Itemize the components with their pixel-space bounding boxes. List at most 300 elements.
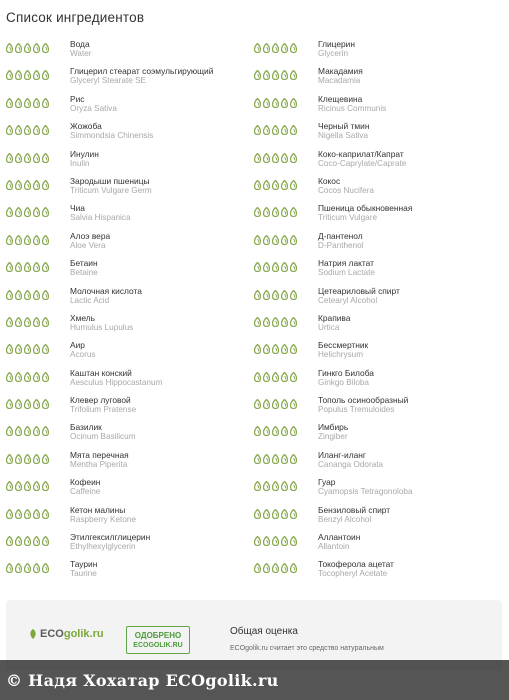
ingredient-name-ru: Аир xyxy=(70,340,85,351)
leaf-drop-icon xyxy=(24,235,31,245)
ingredient-name-latin: Populus Tremuloides xyxy=(318,405,395,415)
ingredient-names xyxy=(70,203,131,223)
leaf-drop-icon xyxy=(263,344,270,354)
leaf-drop-icon xyxy=(15,317,22,327)
leaf-drop-icon xyxy=(290,563,297,573)
leaf-drop-icon xyxy=(24,399,31,409)
ingredient-rating xyxy=(254,536,297,546)
leaf-drop-icon xyxy=(24,262,31,272)
ingredient-row[interactable] xyxy=(254,421,504,448)
leaf-drop-icon xyxy=(6,372,13,382)
ingredient-name-ru: Имбирь xyxy=(318,422,349,433)
leaf-drop-icon xyxy=(263,43,270,53)
ingredient-name-latin: Betaine xyxy=(70,268,98,278)
ingredient-rating xyxy=(6,426,49,436)
ingredient-name-latin: Nigella Sativa xyxy=(318,131,369,141)
leaf-drop-icon xyxy=(15,563,22,573)
leaf-drop-icon xyxy=(6,235,13,245)
ingredient-names xyxy=(318,66,363,86)
ingredient-name-latin: Coco-Caprylate/Caprate xyxy=(318,158,407,168)
leaf-drop-icon xyxy=(263,153,270,163)
ingredient-names xyxy=(318,395,408,415)
ingredient-name-latin: Macadamia xyxy=(318,76,361,86)
leaf-drop-icon xyxy=(290,317,297,327)
ingredient-row[interactable] xyxy=(6,38,256,65)
leaf-drop-icon xyxy=(254,98,261,108)
ingredient-names xyxy=(70,149,99,169)
ingredient-names xyxy=(318,286,400,306)
leaf-drop-icon xyxy=(15,262,22,272)
ingredient-row[interactable] xyxy=(254,65,504,92)
leaf-drop-icon xyxy=(42,509,49,519)
ingredient-row[interactable] xyxy=(254,148,504,175)
leaf-drop-icon xyxy=(263,454,270,464)
ingredient-names xyxy=(318,368,374,388)
leaf-drop-icon xyxy=(24,290,31,300)
ingredient-name-ru: Токоферола ацетат xyxy=(318,559,394,570)
leaf-drop-icon xyxy=(6,125,13,135)
ingredient-row[interactable] xyxy=(6,230,256,257)
ingredient-row[interactable] xyxy=(254,558,504,585)
leaf-drop-icon xyxy=(24,153,31,163)
leaf-drop-icon xyxy=(42,70,49,80)
logo-text: ECOgolik.ru xyxy=(40,628,104,640)
leaf-drop-icon xyxy=(254,153,261,163)
ingredient-rating xyxy=(6,207,49,217)
leaf-drop-icon xyxy=(272,235,279,245)
leaf-drop-icon xyxy=(42,563,49,573)
ingredient-row[interactable] xyxy=(254,394,504,421)
leaf-drop-icon xyxy=(254,344,261,354)
ingredient-name-ru: Макадамия xyxy=(318,66,363,77)
ingredient-row[interactable] xyxy=(254,504,504,531)
leaf-drop-icon xyxy=(42,262,49,272)
ecogolik-logo[interactable] xyxy=(28,628,104,640)
leaf-drop-icon xyxy=(263,481,270,491)
ingredient-name-ru: Цетеариловый спирт xyxy=(318,285,400,296)
leaf-drop-icon xyxy=(272,180,279,190)
leaf-drop-icon xyxy=(33,290,40,300)
ingredient-names xyxy=(318,149,406,169)
leaf-drop-icon xyxy=(15,399,22,409)
ingredient-rating xyxy=(254,153,297,163)
ingredient-name-latin: Oryza Sativa xyxy=(70,103,117,113)
leaf-drop-icon xyxy=(272,454,279,464)
ingredient-name-latin: Cananga Odorata xyxy=(318,459,384,469)
approved-badge-line2: ECOGOLIK.RU xyxy=(133,642,183,649)
ingredient-name-ru: Пшеница обыкновенная xyxy=(318,203,413,214)
leaf-drop-icon xyxy=(15,235,22,245)
ingredient-rating xyxy=(6,317,49,327)
ingredient-row[interactable] xyxy=(254,449,504,476)
ingredient-name-latin: Glyceryl Stearate SE xyxy=(70,76,146,86)
leaf-drop-icon xyxy=(272,536,279,546)
ingredient-names xyxy=(70,340,95,360)
ingredient-row[interactable] xyxy=(254,175,504,202)
leaf-drop-icon xyxy=(6,98,13,108)
ingredient-rating xyxy=(6,43,49,53)
ingredient-rating xyxy=(254,180,297,190)
ingredient-rating xyxy=(6,344,49,354)
leaf-drop-icon xyxy=(24,125,31,135)
ingredient-row[interactable] xyxy=(6,120,256,147)
ingredient-names xyxy=(318,477,413,497)
leaf-drop-icon xyxy=(290,536,297,546)
overall-rating-description: ECOgolik.ru считает это средство натуральным xyxy=(230,645,384,652)
ingredient-names xyxy=(318,94,386,114)
leaf-drop-icon xyxy=(290,98,297,108)
ingredient-name-latin: Acorus xyxy=(70,350,96,360)
leaf-drop-icon xyxy=(15,125,22,135)
ingredient-row[interactable] xyxy=(6,367,256,394)
leaf-drop-icon xyxy=(263,235,270,245)
leaf-drop-icon xyxy=(42,180,49,190)
leaf-drop-icon xyxy=(290,290,297,300)
leaf-drop-icon xyxy=(290,262,297,272)
leaf-drop-icon xyxy=(263,426,270,436)
leaf-drop-icon xyxy=(33,426,40,436)
ingredient-name-ru: Клевер луговой xyxy=(70,395,131,406)
ingredient-name-latin: Salvia Hispanica xyxy=(70,213,131,223)
leaf-drop-icon xyxy=(33,235,40,245)
ingredient-name-ru: Мята перечная xyxy=(70,449,129,460)
leaf-drop-icon xyxy=(290,481,297,491)
ingredient-row[interactable] xyxy=(254,312,504,339)
leaf-drop-icon xyxy=(33,153,40,163)
leaf-drop-icon xyxy=(281,290,288,300)
ingredient-row[interactable] xyxy=(6,449,256,476)
leaf-drop-icon xyxy=(6,290,13,300)
ingredient-names xyxy=(318,505,390,525)
leaf-drop-icon xyxy=(290,43,297,53)
ingredient-name-latin: Helichrysum xyxy=(318,350,364,360)
ingredient-rating xyxy=(6,235,49,245)
leaf-drop-icon xyxy=(42,98,49,108)
ingredient-name-latin: Trifolium Pratense xyxy=(70,405,137,415)
ingredient-names xyxy=(70,39,92,59)
leaf-drop-icon xyxy=(290,372,297,382)
overall-rating-label: Общая оценка xyxy=(230,626,298,637)
ingredient-row[interactable] xyxy=(6,558,256,585)
leaf-drop-icon xyxy=(281,153,288,163)
leaf-drop-icon xyxy=(272,125,279,135)
ingredient-name-ru: Вода xyxy=(70,39,90,49)
ingredient-names xyxy=(70,94,117,114)
leaf-drop-icon xyxy=(272,481,279,491)
ingredient-name-ru: Жожоба xyxy=(70,121,102,132)
leaf-drop-icon xyxy=(33,180,40,190)
ingredient-row[interactable] xyxy=(6,93,256,120)
leaf-drop-icon xyxy=(33,481,40,491)
leaf-drop-icon xyxy=(15,290,22,300)
leaf-drop-icon xyxy=(42,426,49,436)
ingredient-row[interactable] xyxy=(254,230,504,257)
leaf-drop-icon xyxy=(6,563,13,573)
ingredient-name-ru: Чиа xyxy=(70,203,85,214)
leaf-drop-icon xyxy=(6,153,13,163)
leaf-drop-icon xyxy=(33,536,40,546)
ingredient-row[interactable] xyxy=(254,367,504,394)
ingredient-rating xyxy=(254,262,297,272)
ingredient-rating xyxy=(6,262,49,272)
leaf-drop-icon xyxy=(42,454,49,464)
leaf-drop-icon xyxy=(6,344,13,354)
leaf-drop-icon xyxy=(272,70,279,80)
ingredient-names xyxy=(70,231,110,251)
ingredient-name-ru: Натрия лактат xyxy=(318,258,374,269)
ingredient-name-ru: Бессмертник xyxy=(318,340,369,351)
ingredient-names xyxy=(70,395,136,415)
ingredient-name-latin: Tocopheryl Acetate xyxy=(318,569,388,579)
ingredient-rating xyxy=(6,180,49,190)
leaf-drop-icon xyxy=(263,317,270,327)
ingredient-row[interactable] xyxy=(6,312,256,339)
leaf-drop-icon xyxy=(281,98,288,108)
ingredient-name-latin: Sodium Lactate xyxy=(318,268,375,278)
ingredient-row[interactable] xyxy=(6,339,256,366)
leaf-drop-icon xyxy=(281,317,288,327)
leaf-drop-icon xyxy=(42,399,49,409)
leaf-drop-icon xyxy=(263,399,270,409)
leaf-drop-icon xyxy=(42,372,49,382)
leaf-drop-icon xyxy=(281,536,288,546)
ingredient-row[interactable] xyxy=(6,202,256,229)
leaf-drop-icon xyxy=(290,207,297,217)
leaf-drop-icon xyxy=(281,43,288,53)
ingredient-name-ru: Клещевина xyxy=(318,93,363,104)
leaf-drop-icon xyxy=(254,399,261,409)
leaf-drop-icon xyxy=(272,372,279,382)
leaf-drop-icon xyxy=(281,399,288,409)
ingredient-row[interactable] xyxy=(6,175,256,202)
leaf-drop-icon xyxy=(24,207,31,217)
ingredient-names xyxy=(318,559,394,579)
leaf-drop-icon xyxy=(42,153,49,163)
leaf-drop-icon xyxy=(254,125,261,135)
leaf-drop-icon xyxy=(290,125,297,135)
leaf-drop-icon xyxy=(24,563,31,573)
leaf-drop-icon xyxy=(6,317,13,327)
ingredient-names xyxy=(318,313,350,333)
ingredient-name-ru: Каштан конский xyxy=(70,367,132,378)
ingredient-name-latin: Taurine xyxy=(70,569,97,579)
ingredient-rating xyxy=(6,290,49,300)
leaf-drop-icon xyxy=(24,344,31,354)
ingredient-rating xyxy=(6,98,49,108)
ingredient-names xyxy=(70,66,213,86)
ingredient-rating xyxy=(254,399,297,409)
ingredient-name-latin: Caffeine xyxy=(70,487,101,497)
ingredient-rating xyxy=(254,207,297,217)
leaf-drop-icon xyxy=(42,207,49,217)
leaf-drop-icon xyxy=(281,481,288,491)
leaf-drop-icon xyxy=(24,98,31,108)
ingredient-names xyxy=(318,231,364,251)
ingredient-name-latin: Glycerin xyxy=(318,49,349,58)
watermark-bar xyxy=(0,660,509,700)
ingredient-names xyxy=(70,505,136,525)
leaf-drop-icon xyxy=(33,262,40,272)
ingredient-names xyxy=(318,532,360,552)
ingredient-name-ru: Кетон малины xyxy=(70,504,126,515)
ingredient-names xyxy=(70,559,97,579)
leaf-drop-icon xyxy=(272,563,279,573)
leaf-drop-icon xyxy=(42,290,49,300)
ingredient-names xyxy=(318,176,374,196)
leaf-drop-icon xyxy=(24,180,31,190)
ingredient-name-ru: Бензиловый спирт xyxy=(318,504,391,515)
ingredient-row[interactable] xyxy=(6,504,256,531)
ingredient-names xyxy=(70,422,136,442)
leaf-drop-icon xyxy=(290,399,297,409)
leaf-drop-icon xyxy=(281,509,288,519)
ingredients-right-column xyxy=(254,38,504,586)
ingredient-name-ru: Зародыши пшеницы xyxy=(70,175,150,186)
leaf-drop-icon xyxy=(254,317,261,327)
ingredient-names xyxy=(70,121,153,141)
ingredient-rating xyxy=(254,454,297,464)
leaf-drop-icon xyxy=(254,372,261,382)
ingredient-name-latin: Triticum Vulgare Germ xyxy=(70,185,152,195)
ingredient-name-latin: Zingiber xyxy=(318,432,348,442)
ingredient-row[interactable] xyxy=(6,476,256,503)
leaf-drop-icon xyxy=(272,207,279,217)
leaf-drop-icon xyxy=(15,153,22,163)
ingredient-name-latin: Urtica xyxy=(318,322,340,332)
leaf-drop-icon xyxy=(42,317,49,327)
leaf-drop-icon xyxy=(6,180,13,190)
leaf-drop-icon xyxy=(272,426,279,436)
leaf-drop-icon xyxy=(290,454,297,464)
ingredient-name-latin: Humulus Lupulus xyxy=(70,322,134,332)
ingredient-names xyxy=(318,121,369,141)
ingredient-name-latin: Cyamopsis Tetragonoloba xyxy=(318,487,413,497)
leaf-drop-icon xyxy=(281,344,288,354)
leaf-drop-icon xyxy=(15,43,22,53)
ingredient-name-latin: D-Panthenol xyxy=(318,240,364,250)
leaf-drop-icon xyxy=(281,563,288,573)
ingredient-name-latin: Aloe Vera xyxy=(70,240,106,250)
leaf-drop-icon xyxy=(42,43,49,53)
leaf-drop-icon xyxy=(272,98,279,108)
ingredient-names xyxy=(70,477,100,497)
leaf-drop-icon xyxy=(33,317,40,327)
ingredient-row[interactable] xyxy=(6,421,256,448)
leaf-drop-icon xyxy=(33,399,40,409)
ingredient-name-ru: Д-пантенол xyxy=(318,230,363,241)
leaf-drop-icon xyxy=(281,372,288,382)
leaf-drop-icon xyxy=(254,43,261,53)
leaf-drop-icon xyxy=(24,509,31,519)
leaf-drop-icon xyxy=(15,98,22,108)
ingredient-row[interactable] xyxy=(254,339,504,366)
ingredient-name-ru: Гинкго Билоба xyxy=(318,367,374,378)
leaf-drop-icon xyxy=(33,372,40,382)
ingredient-row[interactable] xyxy=(254,120,504,147)
leaf-drop-icon xyxy=(6,399,13,409)
ingredient-rating xyxy=(254,426,297,436)
leaf-drop-icon xyxy=(290,153,297,163)
ingredient-row[interactable] xyxy=(6,394,256,421)
leaf-drop-icon xyxy=(263,207,270,217)
leaf-logo-icon xyxy=(28,628,38,640)
leaf-drop-icon xyxy=(290,426,297,436)
leaf-drop-icon xyxy=(290,509,297,519)
ingredient-row[interactable] xyxy=(6,531,256,558)
leaf-drop-icon xyxy=(33,125,40,135)
ingredient-row[interactable] xyxy=(254,476,504,503)
leaf-drop-icon xyxy=(15,426,22,436)
leaf-drop-icon xyxy=(33,563,40,573)
ingredient-name-ru: Крапива xyxy=(318,312,351,323)
leaf-drop-icon xyxy=(42,344,49,354)
ingredient-rating xyxy=(6,481,49,491)
leaf-drop-icon xyxy=(15,70,22,80)
ingredient-row[interactable] xyxy=(6,257,256,284)
ingredient-names xyxy=(318,450,383,470)
ingredient-name-ru: Рис xyxy=(70,93,85,104)
ingredient-name-ru: Черный тмин xyxy=(318,121,370,132)
leaf-drop-icon xyxy=(263,563,270,573)
ingredient-row[interactable] xyxy=(6,65,256,92)
leaf-drop-icon xyxy=(6,536,13,546)
ingredient-row[interactable] xyxy=(254,93,504,120)
ingredient-row[interactable] xyxy=(6,285,256,312)
ingredient-name-ru: Глицерин xyxy=(318,39,355,49)
ingredient-rating xyxy=(254,509,297,519)
ingredient-row[interactable] xyxy=(6,148,256,175)
leaf-drop-icon xyxy=(272,153,279,163)
leaf-drop-icon xyxy=(33,454,40,464)
ingredient-rating xyxy=(254,290,297,300)
ingredient-row[interactable] xyxy=(254,202,504,229)
ingredient-row[interactable] xyxy=(254,285,504,312)
ingredient-name-ru: Кокос xyxy=(318,175,341,186)
ingredient-names xyxy=(70,368,162,388)
ingredient-rating xyxy=(6,372,49,382)
ingredient-name-ru: Молочная кислота xyxy=(70,285,142,296)
leaf-drop-icon xyxy=(42,481,49,491)
ingredient-rating xyxy=(6,399,49,409)
ingredient-name-ru: Гуар xyxy=(318,477,336,488)
ingredient-name-latin: Simmondsia Chinensis xyxy=(70,131,154,141)
ingredient-names xyxy=(70,176,152,196)
leaf-drop-icon xyxy=(254,70,261,80)
leaf-drop-icon xyxy=(254,235,261,245)
ingredient-name-latin: Ricinus Communis xyxy=(318,103,387,113)
leaf-drop-icon xyxy=(42,235,49,245)
ingredient-row[interactable] xyxy=(254,531,504,558)
ingredient-row[interactable] xyxy=(254,38,504,65)
leaf-drop-icon xyxy=(254,536,261,546)
ingredient-name-ru: Этилгексилглицерин xyxy=(70,532,151,543)
leaf-drop-icon xyxy=(263,372,270,382)
ingredient-name-latin: Ginkgo Biloba xyxy=(318,377,369,387)
ingredient-name-latin: Aesculus Hippocastanum xyxy=(70,377,163,387)
leaf-drop-icon xyxy=(290,70,297,80)
ingredient-name-latin: Mentha Piperita xyxy=(70,459,128,469)
ingredient-rating xyxy=(254,125,297,135)
leaf-drop-icon xyxy=(33,98,40,108)
ingredient-rating xyxy=(6,125,49,135)
ingredient-name-ru: Базилик xyxy=(70,422,102,433)
leaf-drop-icon xyxy=(263,536,270,546)
ingredient-row[interactable] xyxy=(254,257,504,284)
ingredient-names xyxy=(318,39,355,59)
leaf-drop-icon xyxy=(263,70,270,80)
leaf-drop-icon xyxy=(281,262,288,272)
leaf-drop-icon xyxy=(6,426,13,436)
